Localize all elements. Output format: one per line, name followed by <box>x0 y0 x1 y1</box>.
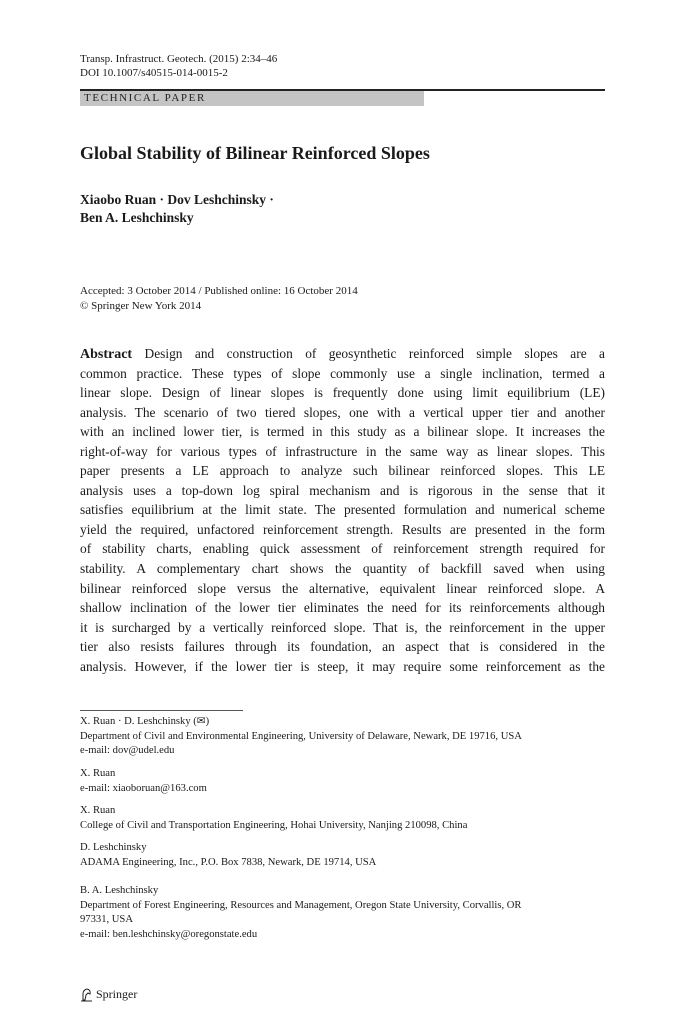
affiliation-line: e-mail: dov@udel.edu <box>80 745 175 756</box>
affiliation-line: e-mail: xiaoboruan@163.com <box>80 782 207 794</box>
abstract-label: Abstract <box>80 347 133 362</box>
affiliation-line: ADAMA Engineering, Inc., P.O. Box 7838, Newark, DE 19714, USA <box>80 856 377 868</box>
authors-line-2: Ben A. Leshchinsky <box>80 210 194 225</box>
abstract-line <box>80 344 605 364</box>
abstract-line <box>80 657 605 677</box>
abstract-text: paper presents a LE approach to analyze such bilinear reinforced slopes. This LE <box>80 463 605 479</box>
authors-line-1: Xiaobo Ruan · Dov Leshchinsky · <box>80 192 274 207</box>
footnote-rule <box>80 710 243 711</box>
affiliation-block <box>80 767 207 796</box>
abstract-line <box>80 559 605 579</box>
abstract-text: yield the required, unfactored reinforcement strength. Results are presented in the form <box>80 521 605 537</box>
affiliation-line: 97331, USA <box>80 914 133 925</box>
affiliation-block <box>80 715 522 759</box>
paper-title: Global Stability of Bilinear Reinforced Slopes <box>80 143 430 163</box>
abstract-text: right-of-way for various types of infrastructure in the same way as linear slopes. This <box>80 443 605 459</box>
publisher-name: Springer <box>96 987 138 1001</box>
abstract-text: analysis uses a top-down log spiral mechanism and is rigorous in the sense that it <box>80 482 605 498</box>
springer-horse-icon <box>80 988 93 1002</box>
abstract-text: it is surcharged by a vertically reinforced slope. That is, the reinforcement in the upper <box>80 619 605 635</box>
abstract-line <box>80 422 605 442</box>
article-type-tag: TECHNICAL PAPER <box>80 91 424 106</box>
affiliation-line: X. Ruan <box>80 768 116 779</box>
abstract-text: stability. A complementary chart shows the quantity of backfill saved when using <box>80 561 605 577</box>
abstract-text: of stability charts, enabling quick assessment of reinforcement strength required for <box>80 541 605 557</box>
abstract-line <box>80 618 605 638</box>
affiliation-line: College of Civil and Transportation Engineering, Hohai University, Nanjing 210098, China <box>80 819 468 831</box>
abstract-text: with an inclined lower tier, is termed in this study as a bilinear slope. It increases the <box>80 424 605 440</box>
affiliation-block <box>80 884 522 942</box>
affiliation-line: e-mail: ben.leshchinsky@oregonstate.edu <box>80 928 258 940</box>
abstract-line <box>80 442 605 462</box>
abstract-line <box>80 383 605 403</box>
abstract-line <box>80 500 605 520</box>
abstract-text: shallow inclination of the lower tier eliminates the need for its reinforcements although <box>80 600 605 616</box>
abstract-line <box>80 520 605 540</box>
abstract-line <box>80 481 605 501</box>
affiliation-line: X. Ruan <box>80 805 116 816</box>
abstract-line <box>80 539 605 559</box>
abstract-text: linear slope. Design of linear slopes is frequently done using limit equilibrium (LE) <box>80 385 605 401</box>
affiliation-line: D. Leshchinsky <box>80 842 147 853</box>
abstract-line <box>80 637 605 657</box>
doi: DOI 10.1007/s40515-014-0015-2 <box>80 67 228 79</box>
abstract-line <box>80 598 605 618</box>
abstract-line <box>80 403 605 423</box>
abstract-text: bilinear reinforced slope versus the alternative, equivalent linear reinforced slope. A <box>80 580 605 596</box>
abstract-text: Design and construction of geosynthetic reinforced simple slopes are a <box>144 346 605 361</box>
affiliation-block <box>80 804 467 833</box>
affiliation-line: Department of Forest Engineering, Resources and Management, Oregon State University, Corvallis, OR <box>80 899 522 911</box>
abstract-text: common practice. These types of slope commonly use a single inclination, termed a <box>80 365 605 381</box>
publisher-logo <box>80 987 137 1002</box>
journal-citation: Transp. Infrastruct. Geotech. (2015) 2:34–46 <box>80 53 278 65</box>
abstract-line <box>80 461 605 481</box>
abstract-line <box>80 579 605 599</box>
copyright: © Springer New York 2014 <box>80 300 202 312</box>
affiliation-line: Department of Civil and Environmental Engineering, University of Delaware, Newark, DE 19716, USA <box>80 730 522 742</box>
abstract-text: tier also resists failures through its foundation, an aspect that is considered in the <box>80 639 605 655</box>
affiliation-line: B. A. Leshchinsky <box>80 885 159 896</box>
abstract-text: satisfies equilibrium at the limit state. The presented formulation and numerical scheme <box>80 502 605 518</box>
affiliation-block <box>80 841 376 870</box>
abstract-text: analysis. The scenario of two tiered slopes, one with a vertical upper tier and another <box>80 404 605 420</box>
affiliation-line: X. Ruan · D. Leshchinsky (✉) <box>80 716 210 727</box>
abstract <box>80 344 605 676</box>
abstract-line <box>80 364 605 384</box>
abstract-text: analysis. However, if the lower tier is steep, it may require some reinforcement as the <box>80 658 605 674</box>
publication-dates: Accepted: 3 October 2014 / Published online: 16 October 2014 <box>80 285 358 297</box>
